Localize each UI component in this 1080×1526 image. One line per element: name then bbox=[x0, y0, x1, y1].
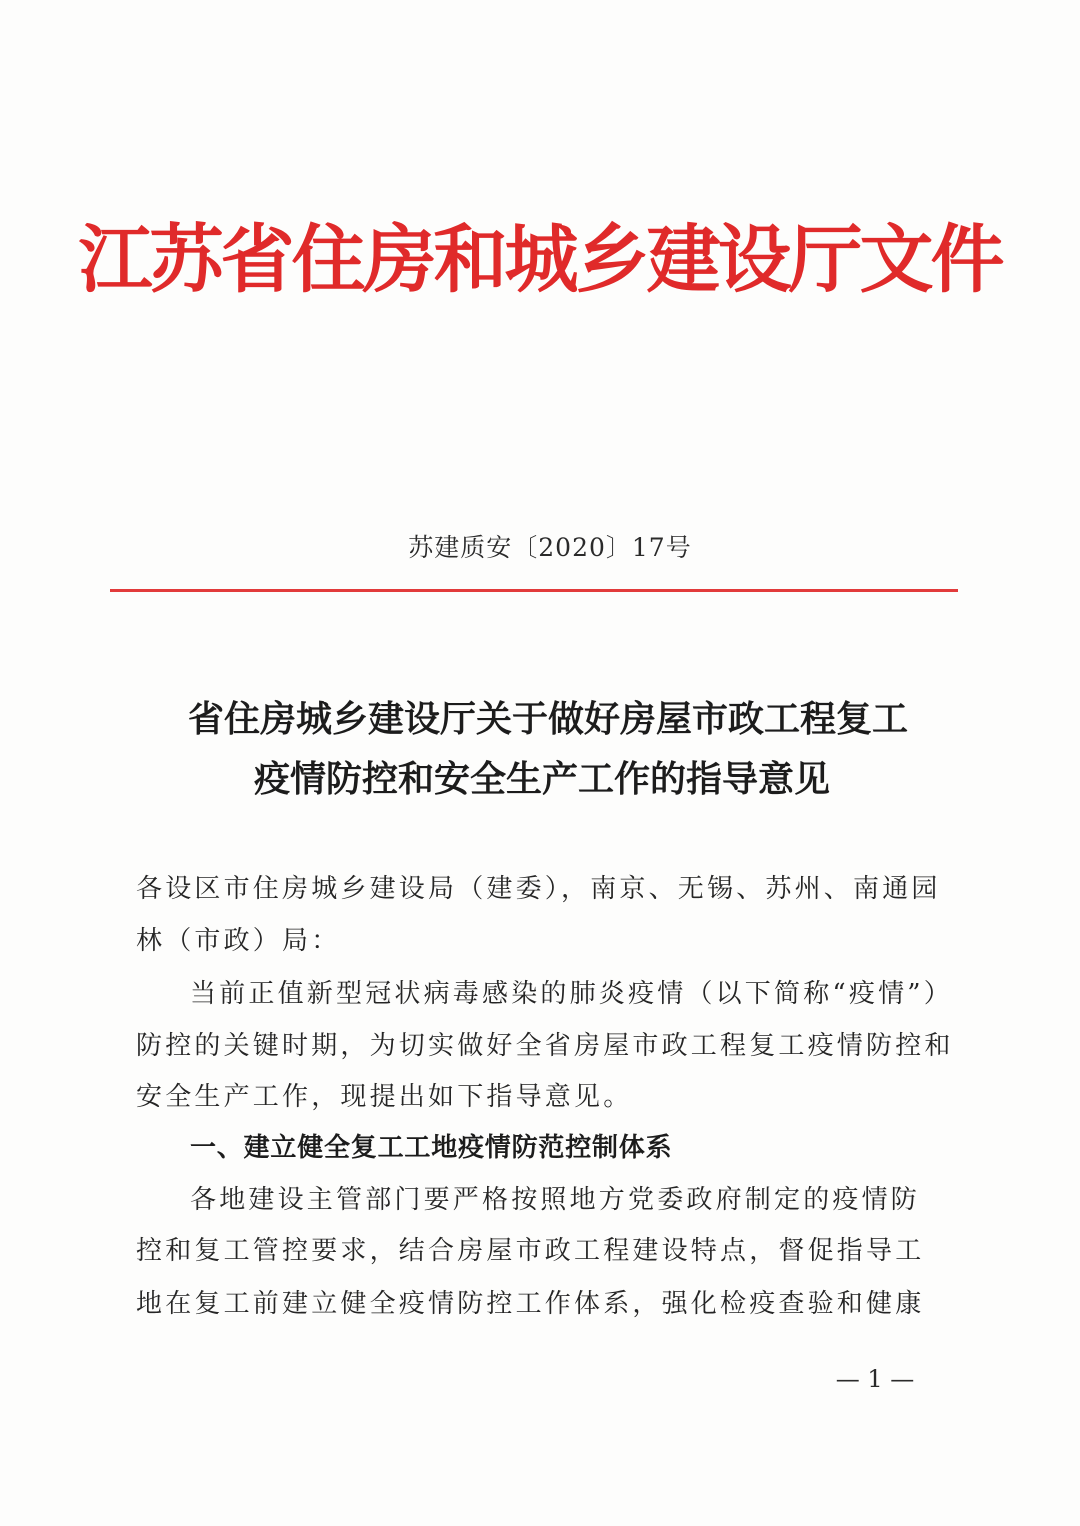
addressee-line-2: 林（市政）局： bbox=[136, 926, 341, 956]
intro-line-1: 当前正值新型冠状病毒感染的肺炎疫情（以下简称“疫情”） bbox=[190, 979, 953, 1009]
page-number: — 1 — bbox=[835, 1365, 915, 1393]
intro-line-2: 防控的关键时期，为切实做好全省房屋市政工程复工疫情防控和 bbox=[136, 1031, 954, 1061]
section-1-line-1: 各地建设主管部门要严格按照地方党委政府制定的疫情防 bbox=[190, 1185, 921, 1215]
section-1-line-2: 控和复工管控要求，结合房屋市政工程建设特点，督促指导工 bbox=[136, 1236, 925, 1266]
document-title-line-1: 省住房城乡建设厅关于做好房屋市政工程复工 bbox=[187, 698, 908, 740]
red-divider-line bbox=[110, 589, 958, 592]
document-title-line-2: 疫情防控和安全生产工作的指导意见 bbox=[253, 758, 830, 800]
document-number: 苏建质安〔2020〕17号 bbox=[408, 533, 692, 562]
intro-line-3: 安全生产工作，现提出如下指导意见。 bbox=[136, 1082, 633, 1112]
addressee-line-1: 各设区市住房城乡建设局（建委），南京、无锡、苏州、南通园 bbox=[136, 874, 941, 904]
section-1-line-3: 地在复工前建立健全疫情防控工作体系，强化检疫查验和健康 bbox=[136, 1289, 925, 1319]
issuer-header-title: 江苏省住房和城乡建设厅文件 bbox=[78, 217, 1002, 303]
section-1-heading: 一、建立健全复工工地疫情防范控制体系 bbox=[190, 1133, 673, 1163]
